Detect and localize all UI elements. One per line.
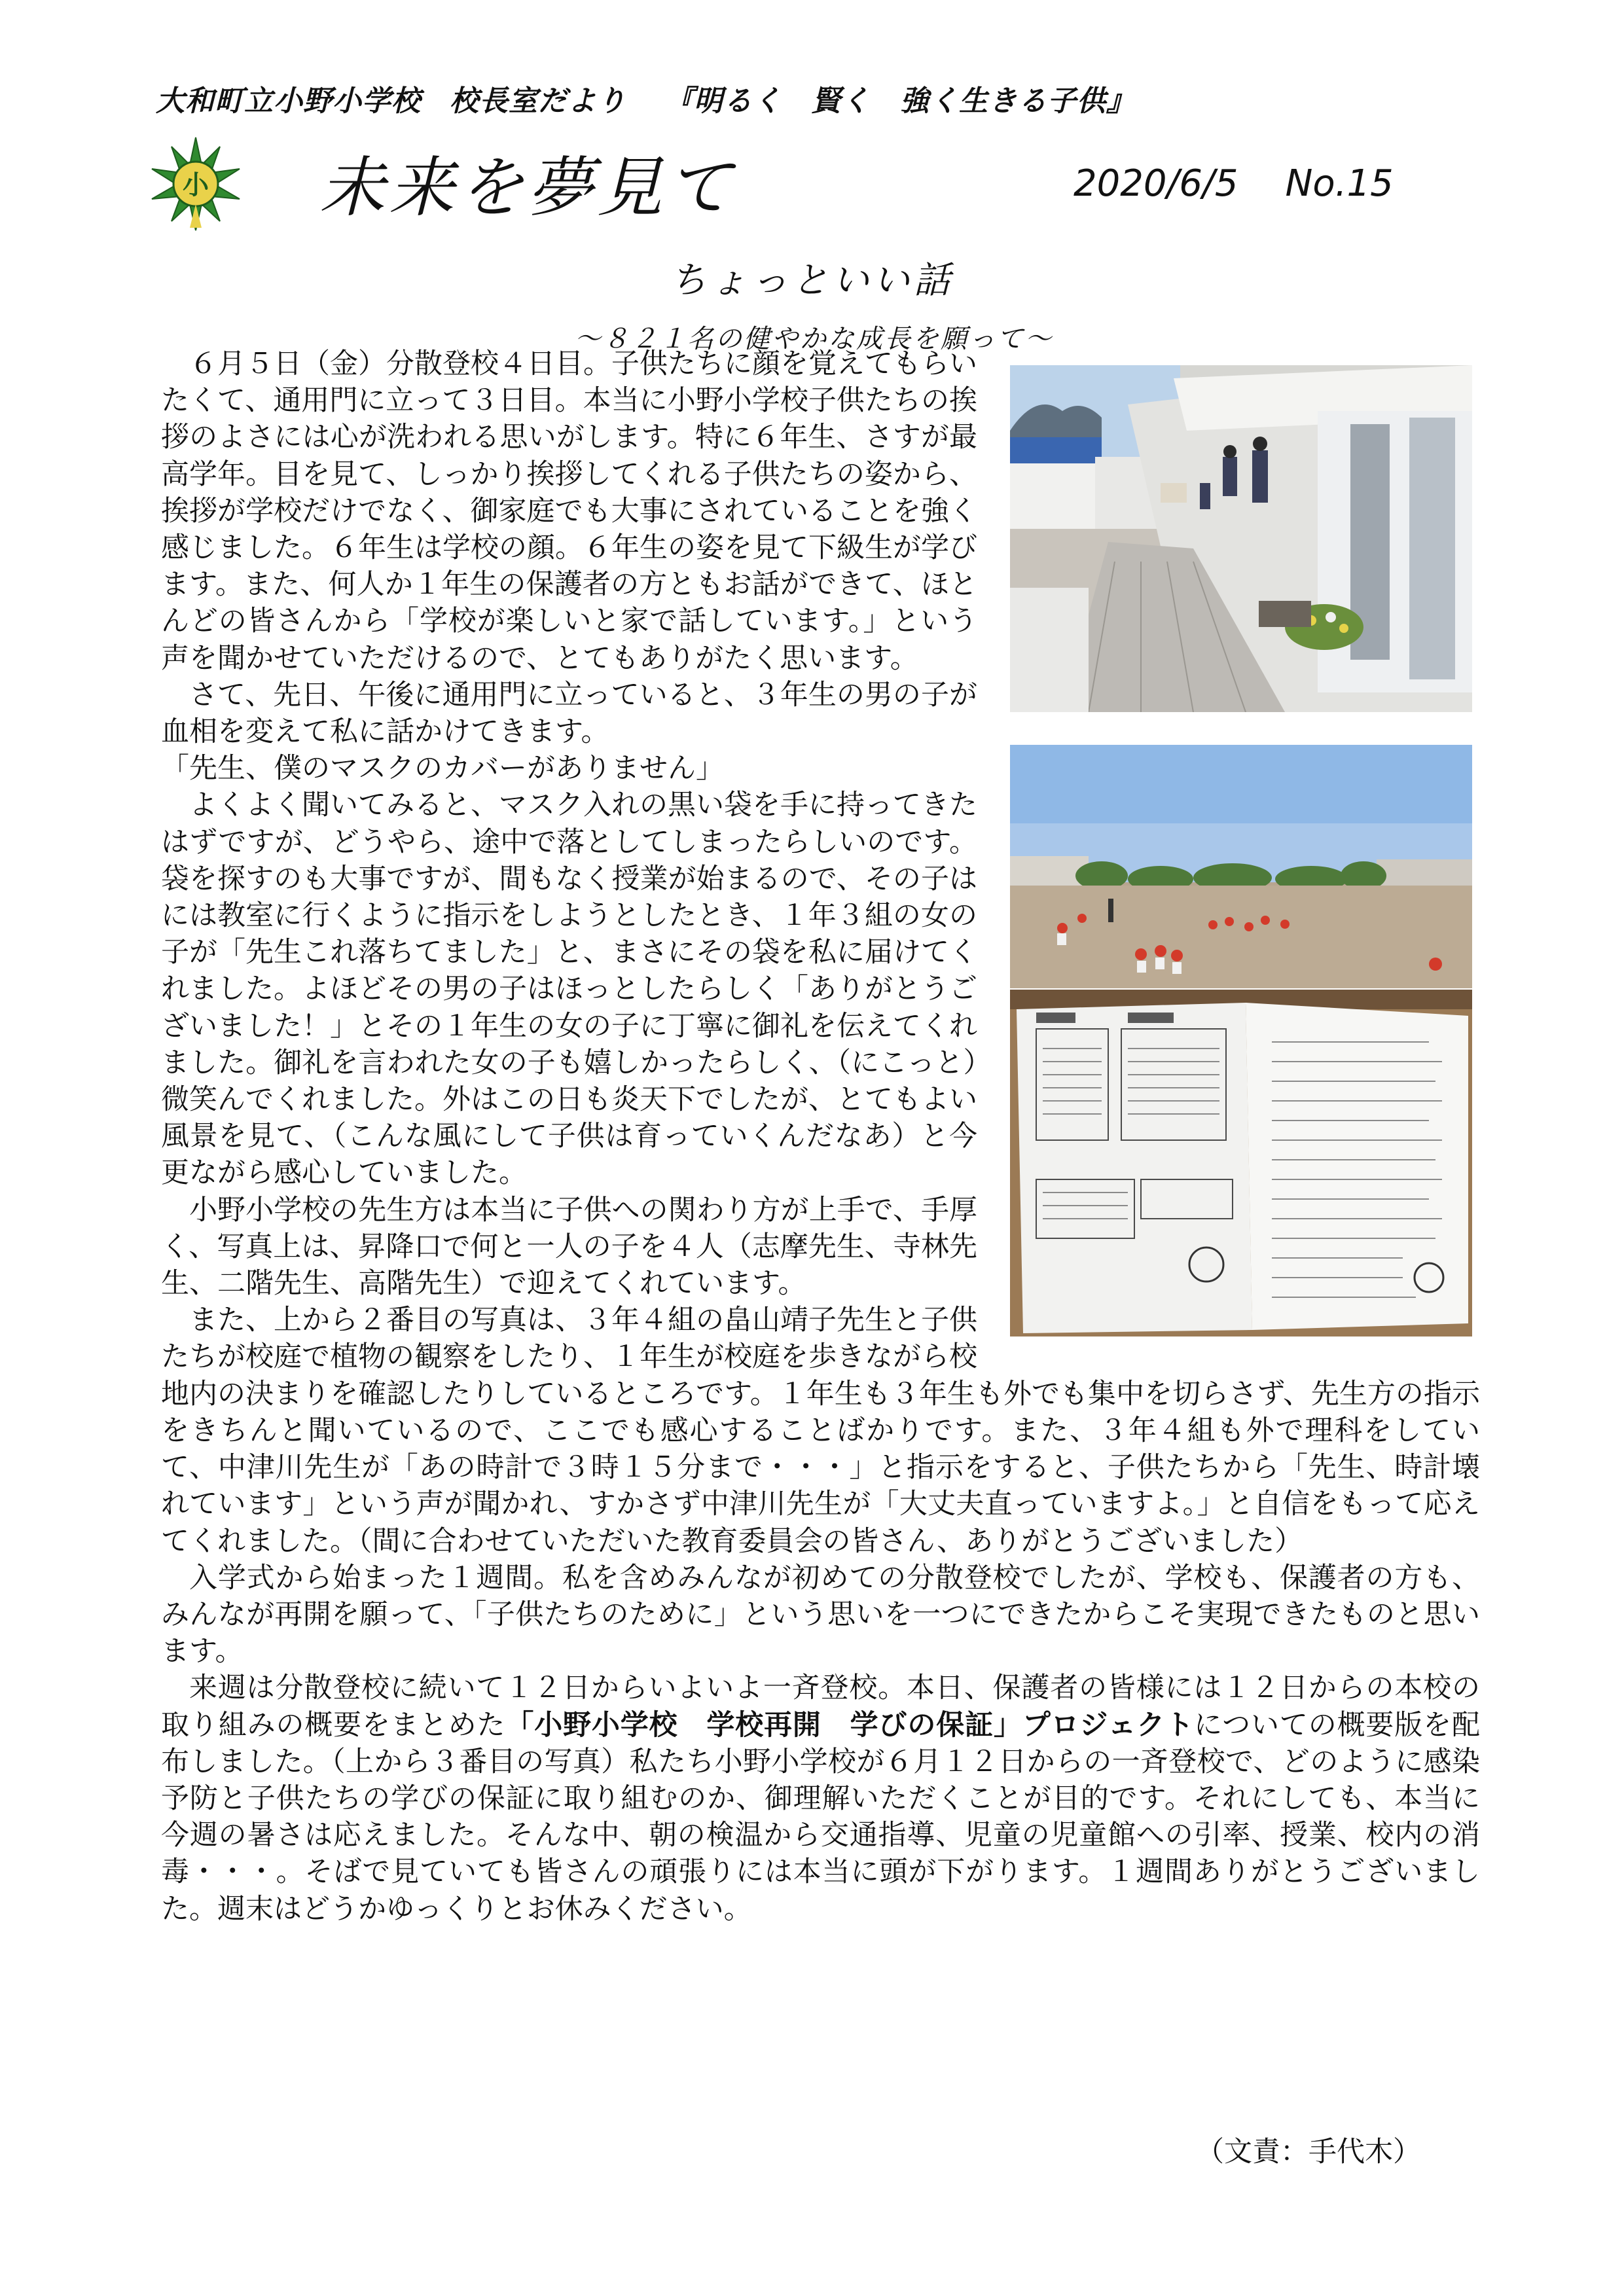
schoolyard-photo xyxy=(1010,745,1472,988)
paragraph-5: また、上から２番目の写真は、３年４組の畠山靖子先生と子供たちが校庭で植物の観察をしたり、１年生が校庭を歩きながら校地内の決まりを確認したりしているところです。１年生も３年生も外でも集中を切らさず、先生方の指示をきちんと聞いているので、ここでも感心することばかりです。また、３年４組も外で理科をしていて、中津川先生が「あの時計で３時１５分まで・・・」と指示をすると、子供たちから「先生、時計壊れています」という声が聞かれ、すかさず中津川先生が「大丈夫直っていますよ。」と自信をもって応えてくれました。（間に合わせていただいた教育委員会の皆さん、ありがとうございました） xyxy=(161,1304,1480,1558)
paragraph-7-after: についての概要版を配布しました。（上から３番目の写真）私たち小野小学校が６月１２日からの一斉登校で、どのように感染予防と子供たちの学びの保証に取り組むのか、御理解いただくことが目的です。それにしても、本当に今週の暑さは応えました。そんな中、朝の検温から交通指導、児童の児童館への引率、授業、校内の消毒・・・。そばで見ていても皆さんの頑張りには本当に頭が下がります。１週間ありがとうございました。週末はどうかゆっくりとお休みください。 xyxy=(161,1708,1481,1926)
paragraph-7 xyxy=(161,1670,1480,1927)
issue-info xyxy=(1074,162,1394,205)
paragraph-7-before: 来週は分散登校に続いて１２日からいよいよ一斉登校。本日、保護者の皆様には１２日からの本校の取り組みの概要をまとめた xyxy=(161,1672,1480,1742)
paragraph-6: 入学式から始まった１週間。私を含めみんなが初めての分散登校でしたが、学校も、保護者の方も、みんなが再開を願って、「子供たちのために」という思いを一つにできたからこそ実現できたものと思います。 xyxy=(161,1561,1480,1668)
author-signature: （文責：手代木） xyxy=(1196,2136,1421,2168)
issue-number: No.15 xyxy=(1285,162,1394,205)
school-motto: 『明るく 賢く 強く生きる子供』 xyxy=(664,84,1136,118)
emblem-glyph: 小 xyxy=(183,170,209,200)
newsletter-header xyxy=(156,77,1399,119)
school-entrance-photo xyxy=(1010,365,1472,712)
newsletter-title: 未来を夢見て xyxy=(319,149,736,226)
issue-date: 2020/6/5 xyxy=(1074,162,1238,205)
paragraph-3: よくよく聞いてみると、マスク入れの黒い袋を手に持ってきたはずですが、どうやら、途中で落としてしまったらしいのです。袋を探すのも大事ですが、間もなく授業が始まるので、その子はには教室に行くように指示をしようとしたとき、１年３組の女の子が「先生これ落ちてました」と、まさにその袋を私に届けてくれました。よほどその男の子はほっとしたらしく「ありがとうございました！」とその１年生の女の子に丁寧に御礼を伝えてくれました。御礼を言われた女の子も嬉しかったらしく、（にこっと）微笑んでくれました。外はこの日も炎天下でしたが、とてもよい風景を見て、（こんな風にして子供は育っていくんだなあ）と今更ながら感心していました。 xyxy=(161,789,977,1190)
newsletter-name: 校長室だより xyxy=(450,84,626,118)
paragraph-1: ６月５日（金）分散登校４日目。子供たちに顔を覚えてもらいたくて、通用門に立って３日目。本当に小野小学校子供たちの挨拶のよさには心が洗われる思いがします。特に６年生、さすが最高学年。目を見て、しっかり挨拶してくれる子供たちの姿から、挨拶が学校だけでなく、御家庭でも大事にされていることを強く感じました。６年生は学校の顔。６年生の姿を見て下級生が学びます。また、何人か１年生の保護者の方ともお話ができて、ほとんどの皆さんから「学校が楽しいと家で話しています。」という声を聞かせていただけるので、とてもありがたく思います。 xyxy=(161,348,977,675)
handout-photo xyxy=(1010,990,1472,1336)
section-subtitle: ～８２１名の健やかな成長を願って～ xyxy=(575,324,1053,354)
school-name: 大和町立小野小学校 xyxy=(156,84,421,118)
section-title: ちょっといい話 xyxy=(670,259,954,302)
project-name: 「小野小学校 学校再開 学びの保証」プロジェクト xyxy=(505,1708,1195,1742)
paragraph-2: さて、先日、午後に通用門に立っていると、３年生の男の子が血相を変えて私に話かけてきます。 xyxy=(161,678,977,749)
paragraph-quote: 「先生、僕のマスクのカバーがありません」 xyxy=(161,752,724,785)
school-emblem-icon xyxy=(148,136,244,232)
paragraph-4: 小野小学校の先生方は本当に子供への関わり方が上手で、手厚く、写真上は、昇降口で何と一人の子を４人（志摩先生、寺林先生、二階先生、高階先生）で迎えてくれています。 xyxy=(161,1193,977,1300)
